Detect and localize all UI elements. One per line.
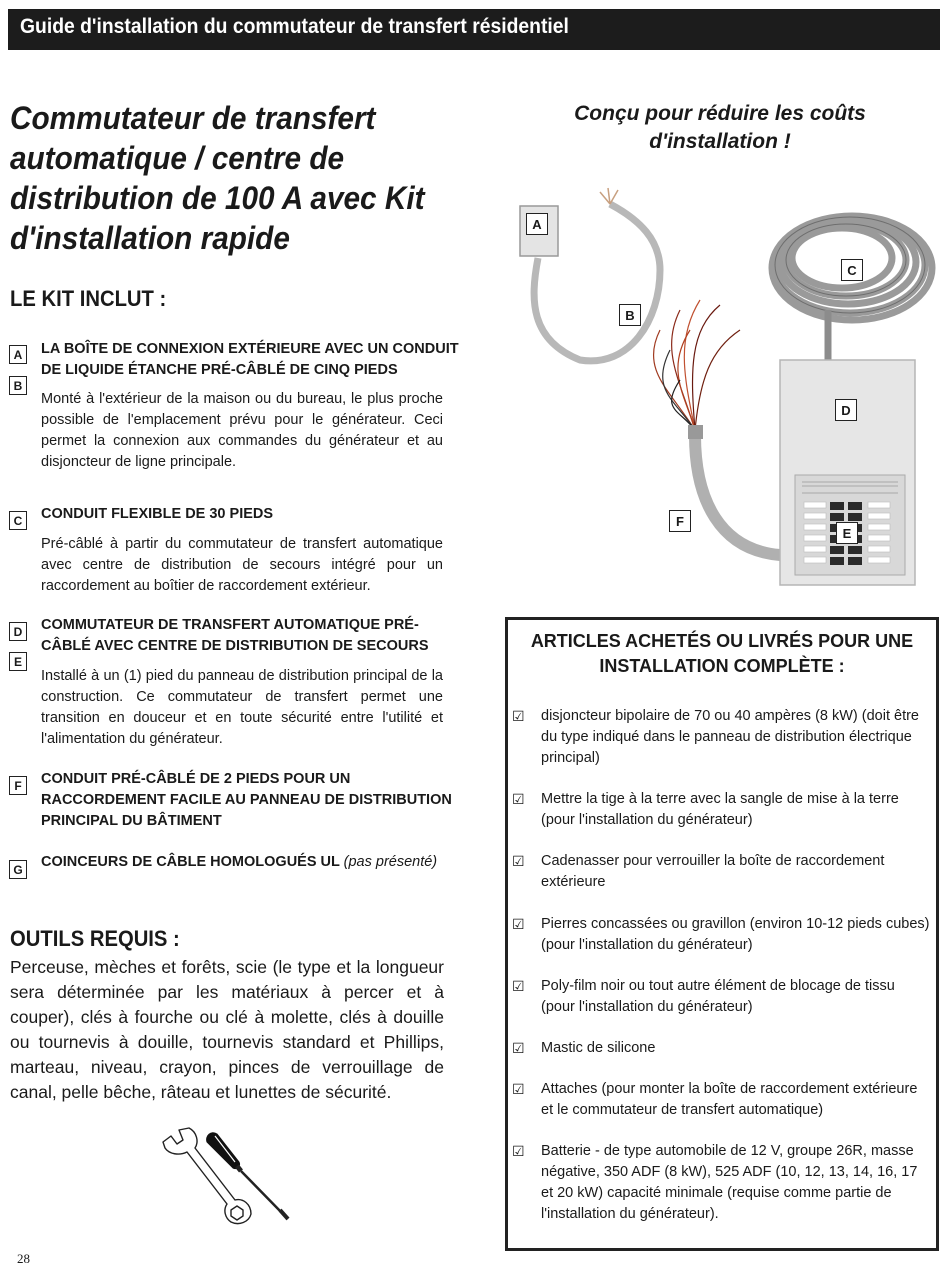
- header-title: Guide d'installation du commutateur de transfert résidentiel: [20, 15, 569, 38]
- kit-item-title: CONDUIT FLEXIBLE DE 30 PIEDS: [41, 506, 274, 522]
- screwdriver-icon: [207, 1133, 288, 1219]
- article-item: ☑ Mastic de silicone: [512, 1038, 932, 1059]
- checkbox-checked-icon: ☑: [512, 1143, 525, 1159]
- wire-bundle: [653, 300, 740, 430]
- kit-item-note: (pas présenté): [343, 854, 438, 870]
- checkbox-checked-icon: ☑: [512, 708, 525, 724]
- checkbox-checked-icon: ☑: [512, 1040, 525, 1056]
- photo-label-e: E: [836, 522, 858, 544]
- tools-text: Perceuse, mèches et forêts, scie (le type et la longueur sera déterminée par les matériaux à percer et à couper), clés à fourche ou clé à molette, clés à douille ou tournevis à douille, tournevis standard et Phillips, marteau, niveau, crayon, pinces de verrouillage de canal, pelle bêche, râteau et lunettes de sécurité.: [10, 957, 444, 1102]
- article-item: ☑ Cadenasser pour verrouiller la boîte de raccordement extérieure: [512, 851, 932, 893]
- page-title: Commutateur de transfert automatique / centre de distribution de 100 A avec Kit d'installation rapide: [10, 100, 425, 256]
- letter-badge-d: D: [9, 622, 27, 641]
- tools-heading: OUTILS REQUIS :: [10, 926, 180, 951]
- letter-badge-e: E: [9, 652, 27, 671]
- letter-badge-f: F: [9, 776, 27, 795]
- letter-badge-c: C: [9, 511, 27, 530]
- letter-badge-a: A: [9, 345, 27, 364]
- article-item: ☑ Attaches (pour monter la boîte de raccordement extérieure et le commutateur de transfert automatique): [512, 1079, 932, 1121]
- articles-heading: ARTICLES ACHETÉS OU LIVRÉS POUR UNE INSTALLATION COMPLÈTE :: [530, 631, 914, 676]
- article-item: ☑ disjoncteur bipolaire de 70 ou 40 ampères (8 kW) (doit être du type indiqué dans le panneau de distribution électrique principal): [512, 706, 932, 769]
- article-item: ☑ Mettre la tige à la terre avec la sangle de mise à la terre (pour l'installation du générateur): [512, 789, 932, 831]
- kit-item-title: COINCEURS DE CÂBLE HOMOLOGUÉS UL (pas présenté): [41, 854, 438, 870]
- article-item: ☑ Pierres concassées ou gravillon (environ 10-12 pieds cubes) (pour l'installation du générateur): [512, 914, 932, 956]
- checkbox-checked-icon: ☑: [512, 978, 525, 994]
- photo-label-f: F: [669, 510, 691, 532]
- letter-badge-b: B: [9, 376, 27, 395]
- page-number: 28: [17, 1251, 30, 1266]
- kit-item-desc: Pré-câblé à partir du commutateur de transfert automatique avec centre de distribution de secours intégré pour un raccordement au boîtier de raccordement extérieur.: [41, 536, 443, 594]
- photo-label-c: C: [841, 259, 863, 281]
- checkbox-checked-icon: ☑: [512, 916, 525, 932]
- kit-item-desc: Installé à un (1) pied du panneau de distribution principal de la construction. Ce commutateur de transfert permet une transition en douceur et en toute sécurité entre l'utilité et l'alimentation du générateur.: [41, 668, 443, 747]
- photo-label-d: D: [835, 399, 857, 421]
- slogan: Conçu pour réduire les coûts d'installation !: [574, 102, 866, 153]
- kit-item-title: COMMUTATEUR DE TRANSFERT AUTOMATIQUE PRÉ-CÂBLÉ AVEC CENTRE DE DISTRIBUTION DE SECOURS: [41, 617, 429, 654]
- product-photo: [490, 180, 940, 590]
- checkbox-checked-icon: ☑: [512, 791, 525, 807]
- checkbox-checked-icon: ☑: [512, 1081, 525, 1097]
- article-item: ☑ Poly-film noir ou tout autre élément de blocage de tissu (pour l'installation du générateur): [512, 976, 932, 1018]
- photo-label-a: A: [526, 213, 548, 235]
- photo-label-b: B: [619, 304, 641, 326]
- kit-heading: LE KIT INCLUT :: [10, 286, 167, 311]
- kit-item-desc: Monté à l'extérieur de la maison ou du bureau, le plus proche possible de l'emplacement prévu pour le générateur. Ceci permet la connexion aux commandes du générateur et au disjoncteur de ligne principale.: [41, 391, 443, 470]
- checkbox-checked-icon: ☑: [512, 853, 525, 869]
- kit-item-title: CONDUIT PRÉ-CÂBLÉ DE 2 PIEDS POUR UN RACCORDEMENT FACILE AU PANNEAU DE DISTRIBUTION PRINCIPAL DU BÂTIMENT: [41, 771, 452, 829]
- short-conduit: [695, 435, 780, 555]
- article-item: ☑ Batterie - de type automobile de 12 V, groupe 26R, masse négative, 350 ADF (8 kW), 525 ADF (10, 12, 13, 14, 16, 17 et 20 kW) capacité minimale (requise comme partie de l'installation du générateur).: [512, 1141, 932, 1225]
- letter-badge-g: G: [9, 860, 27, 879]
- kit-item-title: LA BOÎTE DE CONNEXION EXTÉRIEURE AVEC UN CONDUIT DE LIQUIDE ÉTANCHE PRÉ-CÂBLÉ DE CINQ PIEDS: [41, 341, 459, 378]
- tools-icon: [155, 1122, 295, 1227]
